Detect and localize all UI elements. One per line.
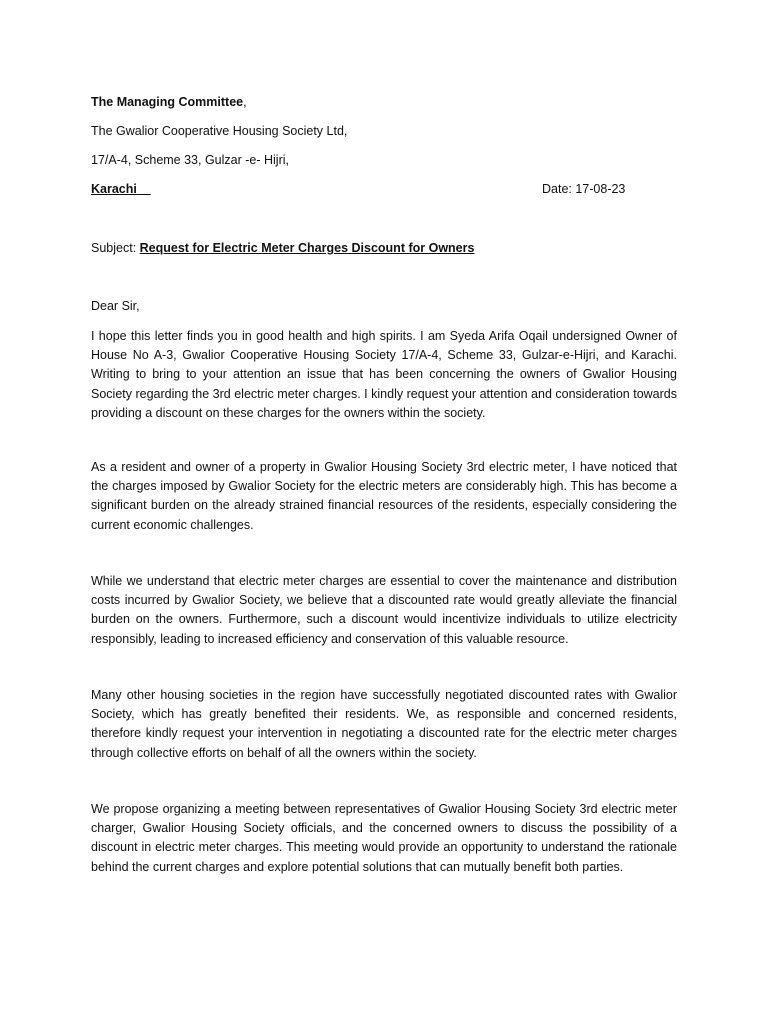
- recipient-title-comma: ,: [243, 95, 247, 109]
- body-paragraph-5: We propose organizing a meeting between representatives of Gwalior Housing Society 3rd electric meter charger, Gwalior Housing Society officials, and the concerned owners to discuss the possibility of a discount in electric meter charges. This meeting would provide an opportunity to understand the rationale behind the current charges and explore potential solutions that can mutually benefit both parties.: [91, 802, 677, 874]
- subject-line: [91, 240, 474, 256]
- letter-date: Date: 17-08-23: [542, 182, 626, 196]
- body-paragraph-2: As a resident and owner of a property in Gwalior Housing Society 3rd electric meter, I have noticed that the charges imposed by Gwalior Society for the electric meters are considerably high. This has become a significant burden on the already strained financial resources of the residents, especially considering the current economic challenges.: [91, 460, 677, 532]
- recipient-city-line: [91, 181, 151, 197]
- body-paragraph-1: I hope this letter finds you in good health and high spirits. I am Syeda Arifa Oqail undersigned Owner of House No A-3, Gwalior Cooperative Housing Society 17/A-4, Scheme 33, Gulzar-e-Hijri, and Karachi. Writing to bring to your attention an issue that has been concerning the owners of Gwalior Housing Society regarding the 3rd electric meter charges. I kindly request your attention and consideration towards providing a discount on these charges for the owners within the society.: [91, 329, 677, 420]
- recipient-title: The Managing Committee: [91, 95, 244, 109]
- recipient-line-3: 17/A-4, Scheme 33, Gulzar -e- Hijri,: [91, 153, 289, 167]
- recipient-line-1: [91, 94, 247, 110]
- body-paragraph-3: While we understand that electric meter charges are essential to cover the maintenance and distribution costs incurred by Gwalior Society, we believe that a discounted rate would greatly alleviate the financial burden on the owners. Furthermore, such a discount would incentivize individuals to utilize electricity responsibly, leading to increased efficiency and conservation of this valuable resource.: [91, 574, 677, 646]
- recipient-city-text: Karachi: [91, 182, 137, 196]
- recipient-line-2: The Gwalior Cooperative Housing Society Ltd,: [91, 124, 348, 138]
- recipient-city-trail: [137, 182, 151, 196]
- recipient-city: [91, 182, 151, 196]
- subject-label: Subject:: [91, 241, 140, 255]
- body-paragraph-4: Many other housing societies in the region have successfully negotiated discounted rates with Gwalior Society, which has greatly benefited their residents. We, as responsible and concerned residents, therefore kindly request your intervention in negotiating a discounted rate for the electric meter charges through collective efforts on behalf of all the owners within the society.: [91, 688, 677, 760]
- subject-text: Request for Electric Meter Charges Discount for Owners: [139, 241, 475, 255]
- salutation: Dear Sir,: [91, 299, 140, 313]
